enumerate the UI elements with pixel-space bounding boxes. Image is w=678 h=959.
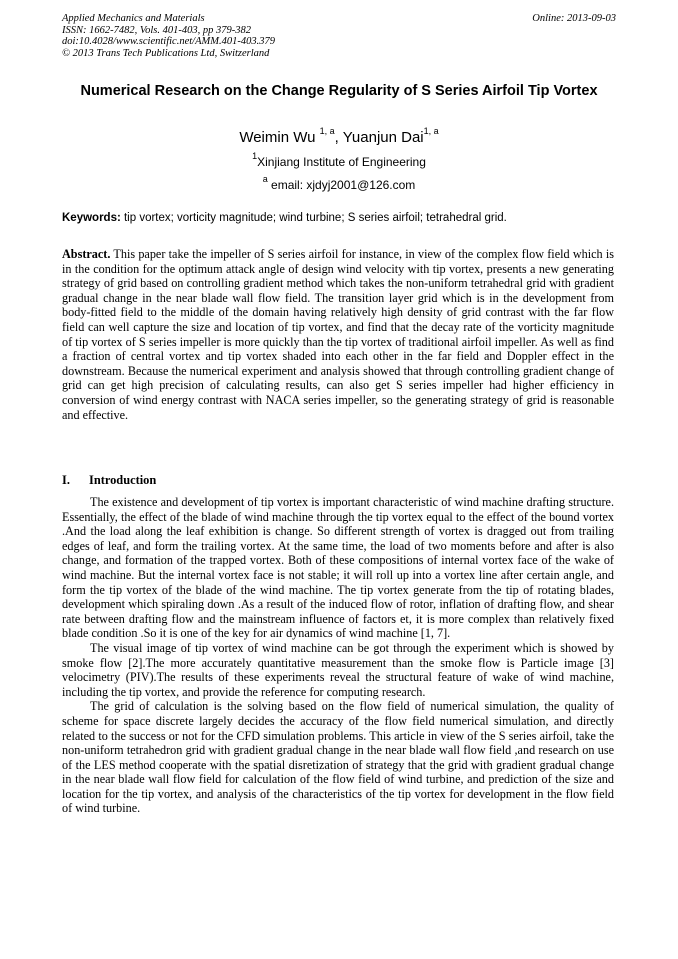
affiliation-superscript: 1 <box>252 151 258 161</box>
keywords-text: tip vortex; vorticity magnitude; wind turbine; S series airfoil; tetrahedral grid. <box>120 212 507 224</box>
paragraph: The visual image of tip vortex of wind machine can be got through the experiment which is showed by smoke flow [2].The more accurately quantitative measurement than the smoke flow is Particle image [3] velocimetry (PIV).The results of these experiments reveal the structural feature of wake of wind machine, including the tip vortex, and provide the reference for computing research. <box>62 640 614 699</box>
email-line <box>0 174 678 193</box>
email-text: email: xjdyj2001@126.com <box>267 178 416 192</box>
keywords <box>62 211 622 226</box>
author-separator: , <box>334 129 343 146</box>
abstract-label: Abstract. <box>62 247 111 261</box>
online-date: Online: 2013-09-03 <box>532 13 616 24</box>
journal-copyright: © 2013 Trans Tech Publications Ltd, Switzerland <box>62 47 270 59</box>
paragraph: The existence and development of tip vortex is important characteristic of wind machine drafting structure. Essentially, the effect of the blade of wind machine through the tip vortex equal to the effect of the bound vortex .And the load along the leaf exhibition is change. So different strength of vortex is dragged out from trailing edges of leaf, and form the trailing vortex. At the same time, the load of two moments before and after is also change, and formation of the trapped vortex. Both of these compositions of internal vortex face of the wake of wind machine. But the internal vortex face is not stable; it will roll up into a vortex line after certain angle, and form the tip vortex of the blade of the wind machine. The tip vortex generate from the tip of rotating blades, development which spiraling down .As a result of the induced flow of rotor, inflation of drafting flow, and shear rate between drafting flow and the mainstream influence of factors et, it is more complex than relatively fixed blade condition .So it is one of the key for air dynamics of wind machine [1, 7]. <box>62 495 614 641</box>
author-name: Yuanjun Dai <box>342 129 424 146</box>
affiliation-text: Xinjiang Institute of Engineering <box>257 155 426 169</box>
paragraph: The grid of calculation is the solving based on the flow field of numerical simulation, the quality of scheme for space discrete largely decides the accuracy of the flow field numerical simulation, and directly related to the success or not for the CFD simulation problems. This article in view of the S series airfoil, take the non-uniform tetrahedron grid with gradient gradual change in the near blade wall flow field ,and research on use of the LES method cooperate with the spatial disretization of strategy that the grid with gradient gradual change in the near blade wall flow field for calculation of the flow field of wind turbine, and prediction of the size and location for the tip vortex, and analysis of the characteristics of the tip vortex for development in the flow field of wind turbine. <box>62 699 614 816</box>
section-title: Introduction <box>89 473 157 487</box>
author-superscript: 1, a <box>319 126 335 136</box>
email-superscript: a <box>262 174 268 184</box>
journal-doi: doi:10.4028/www.scientific.net/AMM.401-403.379 <box>62 36 275 47</box>
section-number: I. <box>62 473 70 487</box>
author-superscript: 1, a <box>423 126 439 136</box>
section-heading <box>62 473 156 488</box>
author-name: Weimin Wu <box>239 129 316 146</box>
journal-issn: ISSN: 1662-7482, Vols. 401-403, pp 379-382 <box>62 24 251 36</box>
introduction-body <box>62 495 614 816</box>
paper-title: Numerical Research on the Change Regularity of S Series Airfoil Tip Vortex <box>80 83 598 99</box>
affiliation <box>0 151 678 170</box>
author-line <box>0 128 678 148</box>
abstract-text: This paper take the impeller of S series airfoil for instance, in view of the complex flow field which is in the condition for the optimum attack angle of design wind velocity with tip vortex, presents a new generating strategy of grid based on controlling gradient method which takes the non-uniform tetrahedral grid with gradient gradual change in the near blade wall flow field. The transition layer grid which is in the development from body-fitted field to the middle of the domain having relatively high density of grid contrast with the far flow field can well capture the size and location of tip vortex, and find that the decay rate of the vorticity magnitude of tip vortex of S series impeller is more quickly than the tip vortex of traditional airfoil impeller. As well as find a fraction of central vortex and tip vortex shaded into each other in the far field and Doppler effect in the downstream. Because the numerical experiment and analysis showed that through controlling gradient change of grid can get high precision of calculating results, can also get S series impeller had higher efficiency in conversion of wind energy contrast with NACA series impeller, so the generating strategy of grid is reasonable and effective. <box>62 247 614 422</box>
keywords-label: Keywords: <box>62 212 121 224</box>
journal-name: Applied Mechanics and Materials <box>62 13 205 24</box>
journal-header <box>62 13 275 59</box>
abstract <box>62 247 614 422</box>
